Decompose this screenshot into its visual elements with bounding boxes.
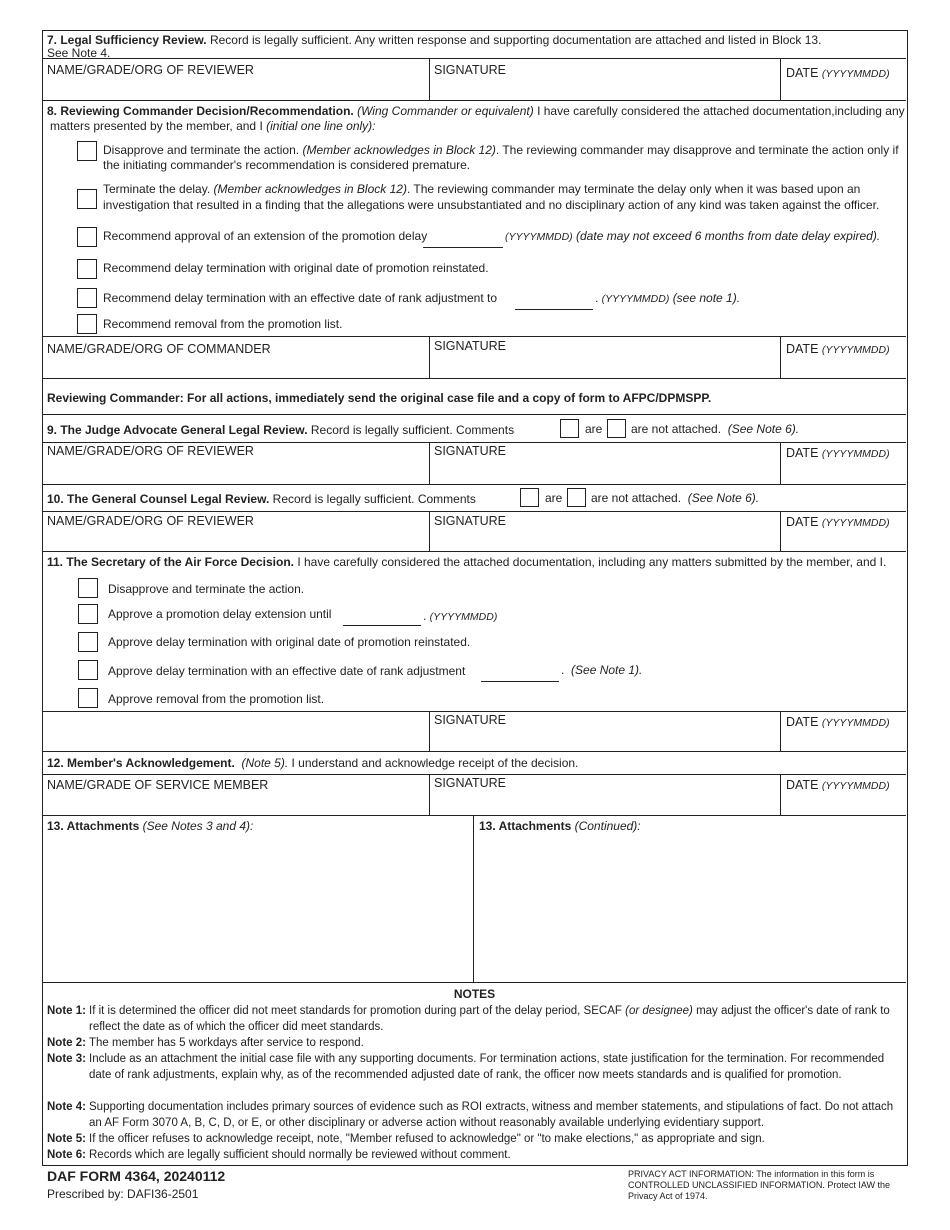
section-7-text: Record is legally sufficient. Any written response and supporting documentation are attached and listed in Block 13.	[209, 33, 822, 47]
secaf-rank-adjustment-date-blank[interactable]	[481, 681, 559, 682]
extension-date-blank[interactable]	[423, 247, 503, 248]
gc-date-field[interactable]: DATE (YYYYMMDD)	[780, 512, 906, 551]
section-10-title: 10. The General Counsel Legal Review.	[47, 492, 270, 506]
secaf-signature-field[interactable]: SIGNATURE	[429, 712, 780, 751]
notes-section	[43, 983, 906, 1165]
member-name-field[interactable]: NAME/GRADE OF SERVICE MEMBER	[47, 778, 269, 792]
option-recommend-extension-checkbox[interactable]	[77, 227, 97, 247]
jag-comments-are-checkbox[interactable]	[560, 419, 579, 438]
commander-instruction: Reviewing Commander: For all actions, immediately send the original case file and a copy of form to AFPC/DPMSPP.	[47, 391, 712, 405]
secaf-date-field[interactable]: DATE (YYYYMMDD)	[780, 712, 906, 751]
section-11-options: 11. The Secretary of the Air Force Decision. I have carefully considered the attached documentation, including any matters submitted by the member, and I. Disapprove and terminate the action. Approve a promotion delay extension until . (YYYYMMDD) Approve delay termination with original date of promotion reinstated. Approve delay termination with an effective date of rank adjustment . (See Note 1). Approve removal from the promotion list.	[43, 552, 906, 712]
section-11-signature-row	[43, 712, 906, 752]
option-recommend-removal-checkbox[interactable]	[77, 314, 97, 334]
section-7-signature-row	[43, 59, 906, 101]
note-4: Note 4: Supporting documentation includes primary sources of evidence such as ROI extracts, witness and member statements, and stipulations of fact. Do not attach an AF Form 3070 A, B, C, D, or E, or other disciplinary or adverse action without reasonably available underlying evidentiary support.	[47, 1101, 894, 1129]
attachments-field[interactable]: 13. Attachments (See Notes 3 and 4):	[47, 819, 254, 833]
rank-adjustment-date-blank[interactable]	[515, 309, 593, 310]
section-9-title: 9. The Judge Advocate General Legal Review.	[47, 423, 308, 437]
commander-instruction-row	[43, 379, 906, 415]
section-8-signature-row	[43, 337, 906, 379]
section-12-header: 12. Member's Acknowledgement. (Note 5). I understand and acknowledge receipt of the decision.	[43, 752, 906, 775]
notes-heading: NOTES	[453, 987, 496, 1001]
jag-reviewer-name-field[interactable]: NAME/GRADE/ORG OF REVIEWER	[47, 444, 254, 458]
section-9-signature-row	[43, 443, 906, 485]
commander-name-field[interactable]: NAME/GRADE/ORG OF COMMANDER	[47, 342, 271, 356]
secaf-extension-date-blank[interactable]	[343, 625, 421, 626]
note-2: Note 2: The member has 5 workdays after service to respond.	[47, 1037, 364, 1049]
member-date-field[interactable]: DATE (YYYYMMDD)	[780, 775, 906, 815]
section-12-title: 12. Member's Acknowledgement.	[47, 756, 235, 770]
section-7-header	[43, 31, 906, 59]
section-9-header: 9. The Judge Advocate General Legal Review. Record is legally sufficient. Comments are are not attached. (See Note 6).	[43, 415, 906, 443]
gc-signature-field[interactable]: SIGNATURE	[429, 512, 780, 551]
jag-signature-field[interactable]: SIGNATURE	[429, 443, 780, 484]
section-10-signature-row	[43, 512, 906, 552]
section-10-header: 10. The General Counsel Legal Review. Record is legally sufficient. Comments are are not attached. (See Note 6).	[43, 485, 906, 512]
note-6: Note 6: Records which are legally sufficient should normally be reviewed without comment.	[47, 1149, 511, 1161]
commander-signature-field[interactable]: SIGNATURE	[429, 337, 780, 378]
note-3: Note 3: Include as an attachment the initial case file with any supporting documents. For termination actions, state justification for the termination. For recommended date of rank adjustments, explain why, as of the recommended adjusted date of rank, the officer now meets standards and is qualified for promotion.	[47, 1053, 885, 1081]
secaf-reinstate-checkbox[interactable]	[78, 632, 98, 652]
commander-date-field[interactable]: DATE (YYYYMMDD)	[780, 337, 906, 378]
reviewer-signature-field[interactable]: SIGNATURE	[429, 59, 780, 100]
section-8-options: 8. Reviewing Commander Decision/Recommendation. (Wing Commander or equivalent) I have carefully considered the attached documentation,including any matters presented by the member, and I (initial one line only): Disapprove and terminate the action. (Member acknowledges in Block 12). The reviewing commander may disapprove and terminate the action only if the initiating commander's recommendation is considered premature. Terminate the delay. (Member acknowledges in Block 12). The reviewing commander may terminate the delay only when it was based upon an investigation that resulted in a finding that the allegations were unsubstantiated and no disciplinary action of any kind was taken against the officer. Recommend approval of an extension of the promotion delay (YYYYMMDD) (date may not exceed 6 months from date delay expired). Recommend delay termination with original date of promotion reinstated. Recommend delay termination with an effective date of rank adjustment to . (YYYYMMDD) (see note 1). Recommend removal from the promotion list.	[43, 101, 906, 337]
section-7-title: 7. Legal Sufficiency Review.	[47, 33, 207, 47]
prescribed-by: Prescribed by: DAFI36-2501	[47, 1187, 199, 1201]
form-id: DAF FORM 4364, 20240112	[47, 1168, 226, 1184]
secaf-disapprove-checkbox[interactable]	[78, 578, 98, 598]
option-disapprove-terminate-checkbox[interactable]	[77, 141, 97, 161]
section-13-attachments	[43, 816, 906, 983]
gc-reviewer-name-field[interactable]: NAME/GRADE/ORG OF REVIEWER	[47, 514, 254, 528]
jag-comments-not-attached-checkbox[interactable]	[607, 419, 626, 438]
secaf-removal-checkbox[interactable]	[78, 688, 98, 708]
reviewer-date-field[interactable]: DATE (YYYYMMDD)	[780, 59, 906, 100]
secaf-name-field[interactable]	[43, 712, 429, 751]
member-signature-field[interactable]: SIGNATURE	[429, 775, 780, 815]
secaf-extension-checkbox[interactable]	[78, 604, 98, 624]
jag-date-field[interactable]: DATE (YYYYMMDD)	[780, 443, 906, 484]
section-7-note: See Note 4.	[47, 46, 111, 60]
option-recommend-reinstate-checkbox[interactable]	[77, 259, 97, 279]
section-8-title: 8. Reviewing Commander Decision/Recommendation.	[47, 104, 354, 118]
attachments-continued-field[interactable]: 13. Attachments (Continued):	[473, 816, 906, 982]
reviewer-name-field[interactable]: NAME/GRADE/ORG OF REVIEWER	[47, 63, 254, 77]
note-1: Note 1: If it is determined the officer did not meet standards for promotion during part of the delay period, SECAF (or designee) may adjust the officer's date of rank to reflect the date as of which the officer did meet standards.	[47, 1005, 890, 1033]
option-terminate-delay-checkbox[interactable]	[77, 189, 97, 209]
section-12-signature-row	[43, 775, 906, 816]
privacy-act-info: PRIVACY ACT INFORMATION: The information in this form is CONTROLLED UNCLASSIFIED INFORMATION. Protect IAW the Privacy Act of 1974.	[628, 1169, 891, 1201]
daf-form-4364	[42, 30, 908, 1166]
secaf-rank-adjustment-checkbox[interactable]	[78, 660, 98, 680]
gc-comments-are-checkbox[interactable]	[520, 488, 539, 507]
gc-comments-not-attached-checkbox[interactable]	[567, 488, 586, 507]
note-5: Note 5: If the officer refuses to acknowledge receipt, note, "Member refused to acknowledge" or "to make elections," as appropriate and sign.	[47, 1133, 765, 1145]
section-11-title: 11. The Secretary of the Air Force Decision.	[47, 555, 294, 569]
option-recommend-rank-adjustment-checkbox[interactable]	[77, 288, 97, 308]
